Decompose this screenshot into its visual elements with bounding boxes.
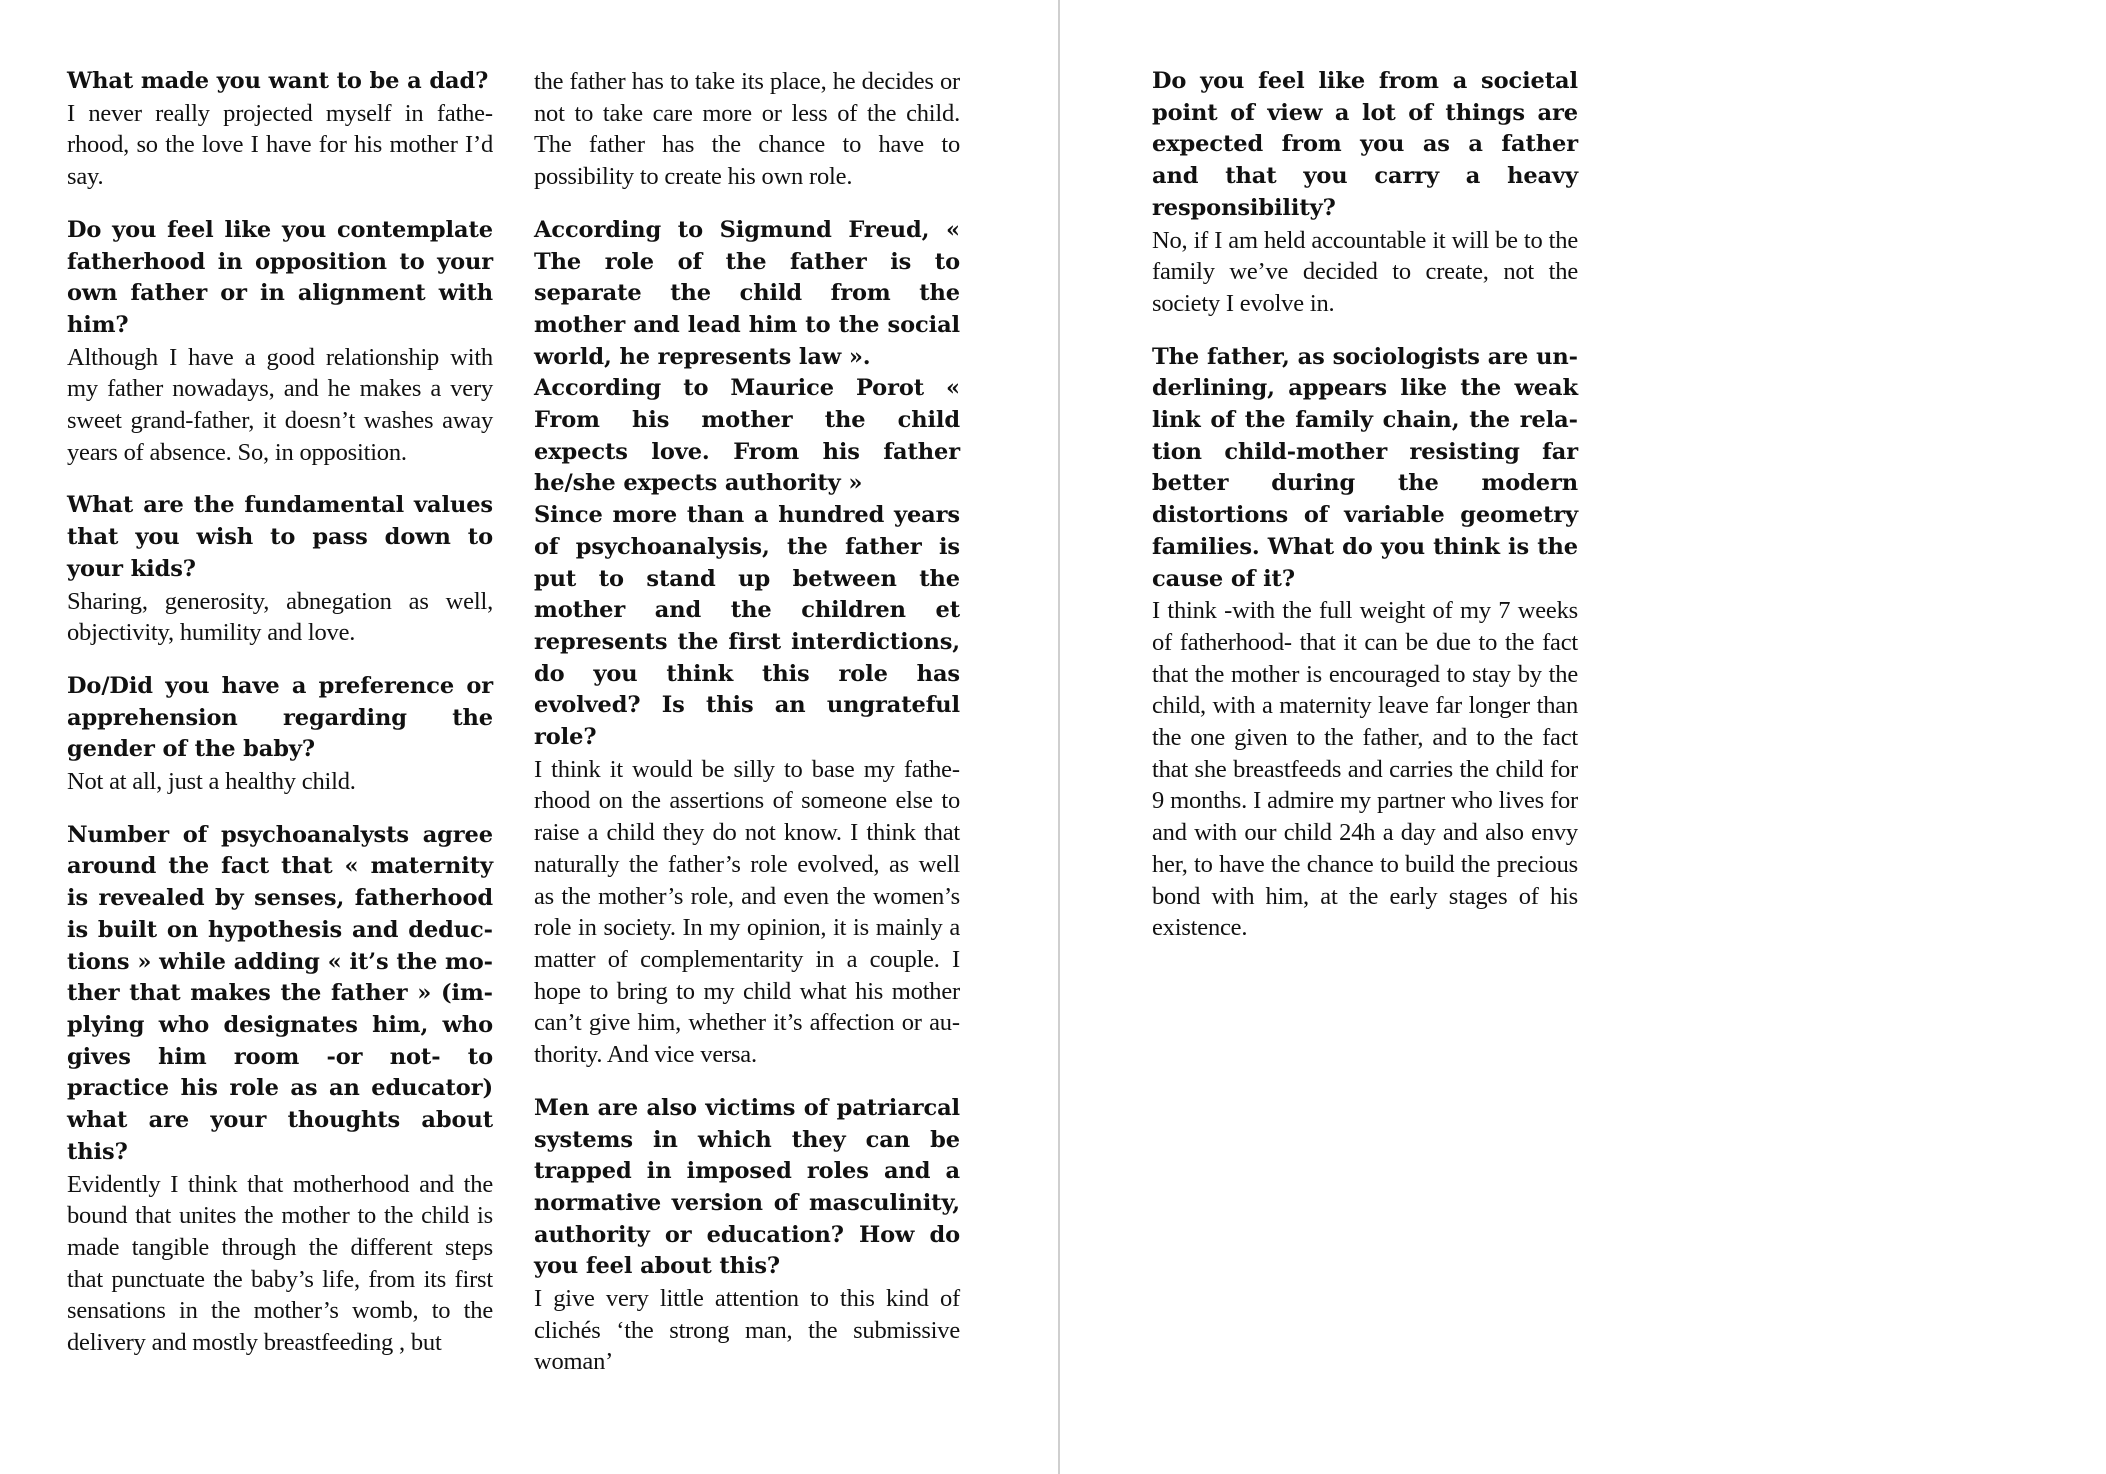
answer-gender: Not at all, just a healthy child. <box>67 768 356 796</box>
answer-dad: I never really projected myself in fatherhood, so the love I have for his mother I’d say. <box>67 99 493 191</box>
page-gutter-divider <box>1058 0 1060 1474</box>
answer-values: Sharing, generosity, abnegation as well, objectivity, humility and love. <box>67 587 493 647</box>
right-page-column <box>1152 66 1578 944</box>
question-societal-expectations: Do you feel like from a societal point of view a lot of things are expected from you as a father and that you carry a heavy responsibility? <box>1152 68 1578 221</box>
question-freud: According to Sigmund Freud, « The role of the father is to separate the child from the mother and lead him to the social world, he represents law ». <box>534 216 960 370</box>
answer-psychoanalysts-part2: the father has to take its place, he decides or not to take care more or less of the child. The father has the chance to have to possibility to create his own role. <box>534 68 960 191</box>
question-role-evolved: Since more than a hundred years of psychoanalysis, the father is put to stand up between the mother and the children et represents the first interdictions, do you think this role has evolved? Is this an ungrateful role? <box>534 502 960 751</box>
question-dad: What made you want to be a dad? <box>67 68 489 94</box>
question-values: What are the fundamental values that you wish to pass down to your kids? <box>67 492 493 582</box>
answer-psychoanalysts-part1: Evidently I think that motherhood and the bound that unites the mother to the child is made tangible through the different steps that punctuate the baby’s life, from its first sensations in the mother’s womb, to the delivery and mostly breastfeeding , but <box>67 1170 493 1357</box>
left-page-column-2 <box>534 66 960 1378</box>
answer-own-father: Although I have a good relationship with my father nowadays, and he makes a very sweet grand-father, it doesn’t washes away years of absence. So, in opposition. <box>67 343 493 466</box>
question-patriarcal-systems: Men are also victims of patriarcal systems in which they can be trapped in imposed roles and a normative version of masculinity, authority or education? How do you feel about this? <box>534 1094 960 1280</box>
answer-patriarcal-systems: I give very little attention to this kind of clichés ‘the strong man, the submissive woman’ <box>534 1285 960 1376</box>
question-weak-link: The father, as sociologists are underlining, appears like the weak link of the family chain, the relation child-mother resisting far better during the modern distortions of variable geometry families. What do you think is the cause of it? <box>1152 343 1578 592</box>
answer-weak-link: I think -with the full weight of my 7 weeks of fatherhood- that it can be due to the fact that the mother is encouraged to stay by the child, with a maternity leave far longer than the one given to the father, and to the fact that she breastfeeds and carries the child for 9 months. I admire my partner who lives for and with our child 24h a day and also envy her, to have the chance to build the precious bond with him, at the early stages of his existence. <box>1152 597 1578 942</box>
question-gender: Do/Did you have a preference or apprehension regarding the gender of the baby? <box>67 672 493 763</box>
question-psychoanalysts: Number of psychoanalysts agree around the fact that « maternity is revealed by senses, fatherhood is built on hypothesis and deductions » while adding « it’s the mother that makes the father » (implying who designates him, who gives him room -or not- to practice his role as an educator) what are your thoughts about this? <box>67 821 493 1165</box>
left-page-column-1 <box>67 66 493 1359</box>
question-own-father: Do you feel like you contemplate fatherhood in opposition to your own father or in alignment with him? <box>67 216 493 338</box>
question-porot: According to Maurice Porot « From his mother the child expects love. From his father he/she expects authority » <box>534 375 960 497</box>
answer-societal-expectations: No, if I am held accountable it will be to the family we’ve decided to create, not the society I evolve in. <box>1152 226 1578 317</box>
answer-role-evolved: I think it would be silly to base my fatherhood on the assertions of someone else to raise a child they do not know. I think that naturally the father’s role evolved, as well as the mother’s role, and even the women’s role in society. In my opinion, it is mainly a matter of complementarity in a couple. I hope to bring to my child what his mother can’t give him, whether it’s affection or authority. And vice versa. <box>534 755 960 1069</box>
